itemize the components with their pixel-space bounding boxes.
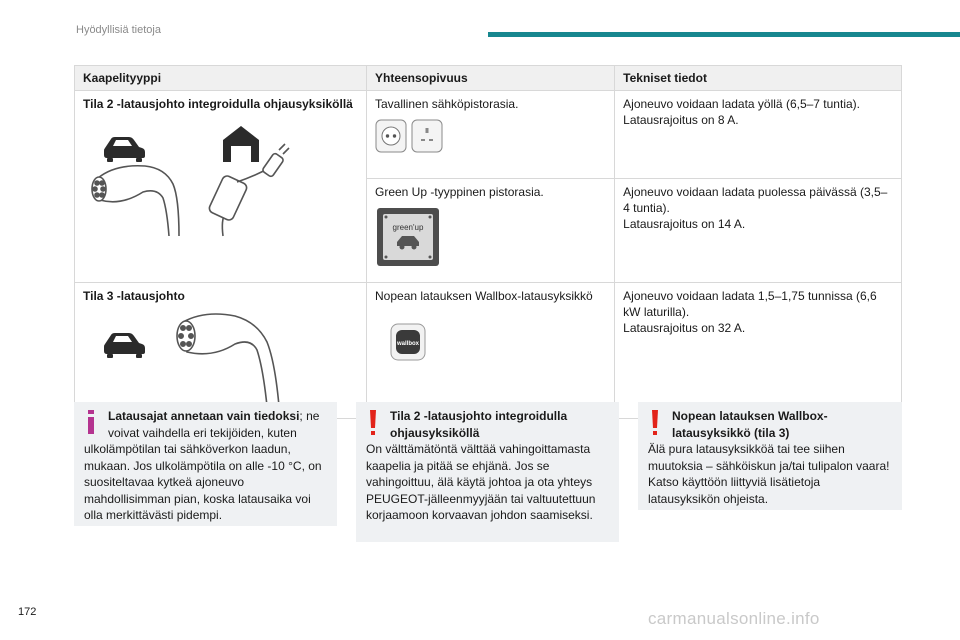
technical-current-limit: Latausrajoitus on 8 A.	[623, 113, 739, 127]
wallbox-brand-label: wallbox	[396, 341, 420, 347]
watermark: carmanualsonline.info	[648, 609, 820, 628]
cable-cell-mode2	[75, 91, 367, 283]
car-icon	[104, 333, 145, 358]
warning-icon	[368, 410, 378, 436]
info-note-bold: Latausajat annetaan vain tiedoksi	[108, 409, 300, 423]
domestic-socket-icon	[375, 118, 455, 156]
garage-icon	[223, 126, 259, 162]
page-number: 172	[18, 606, 37, 618]
table-row	[75, 91, 902, 179]
warning-cable-body: On välttämätöntä välttää vahingoittamasta kaapelia ja pitää se ehjänä. Jos se vahingoittuu, älä käytä johtoa ja ota yhteys PEUGEOT-jälleenmyyjään tai valtuutettuun korjaamoon korvaavan johdon saamiseksi.	[366, 442, 596, 522]
compatibility-green-up: Green Up -tyyppinen pistorasia.	[375, 185, 544, 199]
cable-type-mode3: Tila 3 -latausjohto	[83, 289, 185, 303]
cable-cell-mode3	[75, 283, 367, 419]
mode3-cable-illustration	[83, 310, 358, 410]
warning-wallbox-title: Nopean latauksen Wallbox-latausyksikkö (tila 3)	[672, 409, 828, 440]
running-title: Hyödyllisiä tietoja	[76, 24, 161, 36]
column-header-cable-type: Kaapelityyppi	[75, 66, 367, 91]
compatibility-domestic: Tavallinen sähköpistorasia.	[375, 97, 519, 111]
wallbox-icon	[375, 310, 435, 370]
green-up-label: green'up	[392, 223, 424, 232]
charging-plug-icon	[177, 314, 279, 406]
technical-current-limit: Latausrajoitus on 32 A.	[623, 321, 746, 335]
info-icon	[86, 410, 96, 434]
warning-icon	[650, 410, 660, 436]
car-icon	[104, 137, 145, 162]
technical-cell	[615, 179, 902, 283]
green-up-socket-icon	[375, 206, 445, 270]
technical-cell	[615, 91, 902, 179]
column-header-compatibility: Yhteensopivuus	[367, 66, 615, 91]
warning-cable-title: Tila 2 -latausjohto integroidulla ohjausyksiköllä	[390, 409, 568, 440]
technical-current-limit: Latausrajoitus on 14 A.	[623, 217, 746, 231]
info-note-body: ulkolämpötilan tai sähköverkon laadun, mukaan. Jos ulkolämpötila on alle -10 °C, on suositeltavaa kytkeä ajoneuvo mahdollisimman pian, koska latausaika voi olla merkittävästi pidempi.	[84, 442, 322, 522]
header-accent-bar	[488, 32, 960, 37]
info-note-lead: ; ne voivat vaihdella eri tekijöiden, kuten	[108, 409, 320, 440]
warning-wallbox-body: Älä pura latausyksikköä tai tee siihen muutoksia – sähköiskun ja/tai tulipalon vaara! Katso käyttöön liittyviä lisätietoja latausyksikön ohjeista.	[648, 442, 890, 506]
technical-duration: Ajoneuvo voidaan ladata 1,5–1,75 tunnissa (6,6 kW laturilla).	[623, 289, 877, 319]
warning-note-cable	[356, 402, 619, 542]
charging-plug-icon	[92, 166, 179, 236]
mode2-cable-illustration	[83, 118, 358, 244]
table-row	[75, 283, 902, 419]
cable-type-mode2: Tila 2 -latausjohto integroidulla ohjausyksiköllä	[83, 97, 353, 111]
table-header-row	[75, 66, 902, 91]
column-header-technical-data: Tekniset tiedot	[615, 66, 902, 91]
warning-note-wallbox	[638, 402, 902, 510]
technical-duration: Ajoneuvo voidaan ladata yöllä (6,5–7 tuntia).	[623, 97, 860, 111]
compatibility-wallbox: Nopean latauksen Wallbox-latausyksikkö	[375, 289, 593, 303]
technical-cell	[615, 283, 902, 419]
info-note	[74, 402, 337, 526]
compatibility-cell	[367, 283, 615, 419]
compatibility-cell	[367, 91, 615, 179]
charging-cable-table	[74, 65, 902, 419]
compatibility-cell	[367, 179, 615, 283]
technical-duration: Ajoneuvo voidaan ladata puolessa päivässä (3,5–4 tuntia).	[623, 185, 888, 215]
